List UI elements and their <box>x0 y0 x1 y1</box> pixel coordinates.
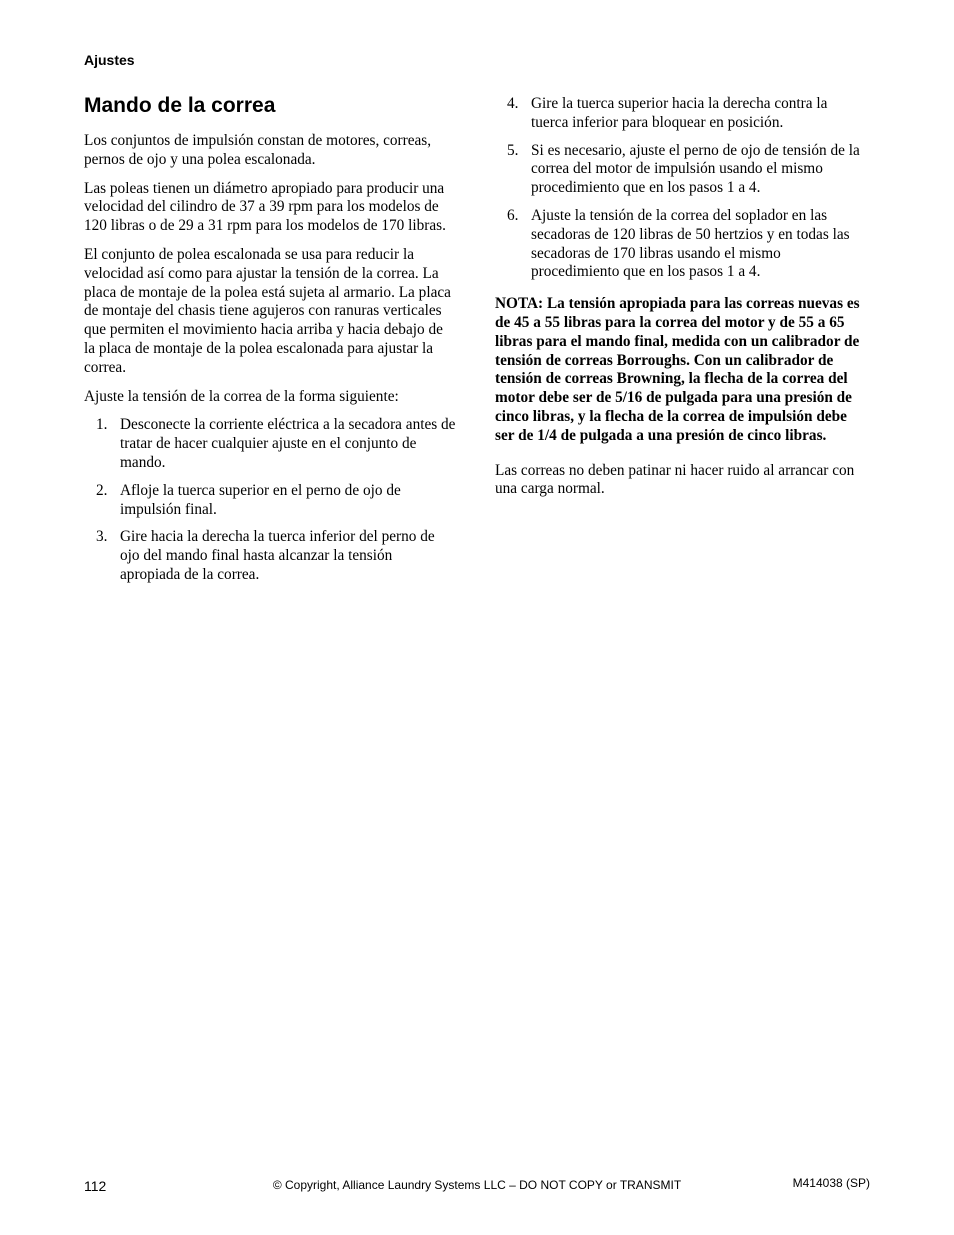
copyright-notice: © Copyright, Alliance Laundry Systems LLC – DO NOT COPY or TRANSMIT <box>272 1178 682 1192</box>
step-number: 3. <box>96 528 108 546</box>
step-number: 5. <box>507 141 519 159</box>
right-column <box>495 95 867 509</box>
paragraph: Ajuste la tensión de la correa de la forma siguiente: <box>84 387 399 405</box>
steps-list <box>84 416 456 584</box>
step-item <box>495 95 867 133</box>
step-item <box>495 142 867 198</box>
step-text: Desconecte la corriente eléctrica a la secadora antes de tratar de hacer cualquier ajuste en el conjunto de mando. <box>120 416 456 471</box>
step-text: Gire la tuerca superior hacia la derecha contra la tuerca inferior para bloquear en posición. <box>531 95 828 131</box>
page-number: 112 <box>84 1178 107 1194</box>
note-paragraph: NOTA: La tensión apropiada para las correas nuevas es de 45 a 55 libras para la correa del motor y de 55 a 65 libras para el mando final, medida con un calibrador de tensión de correas Borroughs. Con un calibrador de tensión de correas Browning, la flecha de la correa del motor debe ser de 5/16 de pulgada para una presión de cinco libras, y la flecha de la correa de impulsión debe ser de 1/4 de pulgada a una presión de cinco libras. <box>495 295 860 444</box>
step-text: Afloje la tuerca superior en el perno de ojo de impulsión final. <box>120 481 401 518</box>
page-title: Mando de la correa <box>84 94 276 117</box>
paragraph: Las correas no deben patinar ni hacer ruido al arrancar con una carga normal. <box>495 461 855 498</box>
step-text: Si es necesario, ajuste el perno de ojo de tensión de la correa del motor de impulsión usando el mismo procedimiento que en los pasos 1 a 4. <box>531 141 860 197</box>
step-item <box>84 416 456 472</box>
step-item <box>495 207 867 282</box>
section-header: Ajustes <box>84 52 135 68</box>
document-id: M414038 (SP) <box>792 1176 870 1190</box>
step-item <box>84 482 456 520</box>
step-item <box>84 528 456 584</box>
paragraph: Las poleas tienen un diámetro apropiado para producir una velocidad del cilindro de 37 a 39 rpm para los modelos de 120 libras o de 29 a 31 rpm para los modelos de 170 libras. <box>84 179 446 235</box>
left-column <box>84 94 456 594</box>
step-number: 1. <box>96 416 108 434</box>
paragraph: Los conjuntos de impulsión constan de motores, correas, pernos de ojo y una polea escalonada. <box>84 132 432 168</box>
step-text: Gire hacia la derecha la tuerca inferior del perno de ojo del mando final hasta alcanzar la tensión apropiada de la correa. <box>120 528 435 583</box>
step-text: Ajuste la tensión de la correa del soplador en las secadoras de 120 libras de 50 hertzios y en todas las secadoras de 170 libras usando el mismo procedimiento que en los pasos 1 a 4. <box>531 206 850 281</box>
steps-list <box>495 95 867 282</box>
step-number: 6. <box>507 206 519 224</box>
paragraph: El conjunto de polea escalonada se usa para reducir la velocidad así como para ajustar la tensión de la correa. La placa de montaje de la polea está sujeta al armario. La placa de montaje del chasis tiene agujeros con ranuras verticales que permiten el movimiento hacia arriba y hacia debajo de la placa de montaje de la polea escalonada para ajustar la correa. <box>84 245 451 376</box>
step-number: 2. <box>96 481 108 499</box>
step-number: 4. <box>507 95 519 112</box>
